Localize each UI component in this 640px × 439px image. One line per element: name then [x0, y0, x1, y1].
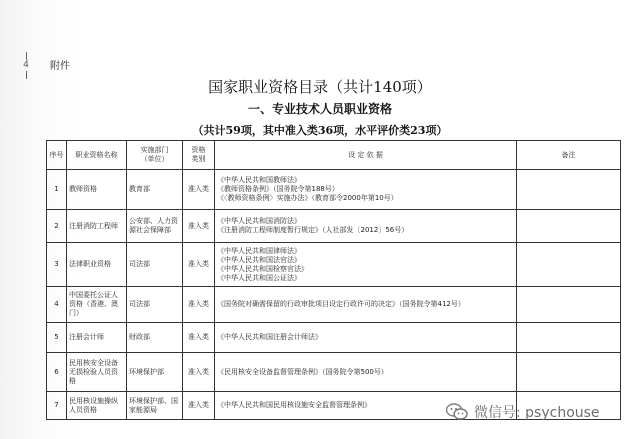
- cell-basis: [215, 243, 517, 287]
- cell-dept: 环境保护部: [127, 353, 183, 392]
- cell-remark: [517, 323, 621, 353]
- header-dept: 实施部门 （单位）: [127, 141, 183, 170]
- cell-remark: [517, 243, 621, 287]
- cell-name: 法律职业资格: [67, 243, 127, 287]
- cell-category: 准入类: [183, 210, 215, 243]
- table-row: [47, 243, 621, 287]
- cell-category: 准入类: [183, 170, 215, 210]
- cell-no: 5: [47, 323, 67, 353]
- basis-line: 《中华人民共和国法官法》: [217, 255, 301, 264]
- cell-no: 2: [47, 210, 67, 243]
- cell-name: 注册会计师: [67, 323, 127, 353]
- header-basis: 设 定 依 据: [215, 141, 517, 170]
- cell-dept: 教育部: [127, 170, 183, 210]
- qualification-table: [46, 140, 621, 420]
- section-subtitle: 一、专业技术人员职业资格: [247, 102, 392, 116]
- table-row: [47, 170, 621, 210]
- cell-remark: [517, 287, 621, 323]
- header-category: 资格 类别: [183, 141, 215, 170]
- cell-name: 注册消防工程师: [67, 210, 127, 243]
- cell-no: 6: [47, 353, 67, 392]
- basis-line: 《民用核安全设备监督管理条例》（国务院令第500号）: [217, 367, 388, 376]
- basis-line: 《中华人民共和国教师法》: [217, 176, 301, 184]
- cell-name: 民用核安全设备无损检验人员资格: [67, 353, 127, 392]
- cell-name: 教师资格: [67, 170, 127, 210]
- table-row: [47, 323, 621, 353]
- table-header-row: [47, 141, 621, 170]
- basis-line: 《中华人民共和国民用核设施安全监督管理条例》: [217, 401, 371, 409]
- cell-basis: [215, 323, 517, 353]
- basis-line: 《中华人民共和国消防法》: [217, 217, 301, 225]
- cell-dept: 公安部、人力资源社会保障部: [127, 210, 183, 243]
- basis-line: 《教师资格条例》（国务院令第188号）: [217, 185, 339, 193]
- watermark-text: 微信号: psychouse: [474, 405, 600, 421]
- cell-dept: 司法部: [127, 243, 183, 287]
- cell-no: 3: [47, 243, 67, 287]
- cell-category: 准入类: [183, 243, 215, 287]
- cell-remark: [517, 210, 621, 243]
- table-row: [47, 353, 621, 392]
- basis-line: 《国务院对确需保留的行政审批项目设定行政许可的决定》（国务院令第412号）: [217, 300, 465, 308]
- document-title: 国家职业资格目录（共计140项）: [208, 78, 432, 96]
- cell-dept: 环境保护部、国家能源局: [127, 392, 183, 420]
- attachment-label: 附件: [50, 61, 70, 72]
- cell-category: 准入类: [183, 323, 215, 353]
- cell-basis: [215, 170, 517, 210]
- wechat-watermark: [446, 402, 600, 422]
- table-row: [47, 287, 621, 323]
- basis-line: 《注册消防工程师制度暂行规定》（人社部发〔2012〕56号）: [217, 226, 409, 234]
- basis-line: 《〈教师资格条例〉实施办法》（教育部令2000年第10号）: [217, 194, 398, 202]
- cell-dept: 财政部: [127, 323, 183, 353]
- header-no: 序号: [47, 141, 67, 170]
- margin-page-number: 4: [23, 60, 29, 70]
- cell-name: 民用核设施操纵人员资格: [67, 392, 127, 420]
- basis-line: 《中华人民共和国注册会计师法》: [217, 333, 322, 341]
- cell-no: 7: [47, 392, 67, 420]
- cell-name: 中国委托公证人资格（香港、澳门）: [67, 287, 127, 323]
- wechat-icon: [446, 403, 468, 421]
- header-name: 职业资格名称: [67, 141, 127, 170]
- cell-basis: [215, 287, 517, 323]
- table-row: [47, 210, 621, 243]
- cell-category: 准入类: [183, 287, 215, 323]
- cell-basis: [215, 353, 517, 392]
- cell-no: 4: [47, 287, 67, 323]
- cell-remark: [517, 170, 621, 210]
- count-summary: （共计59项，其中准入类36项，水平评价类23项）: [192, 124, 448, 137]
- basis-line: 《中华人民共和国检察官法》: [217, 264, 308, 273]
- cell-no: 1: [47, 170, 67, 210]
- cell-basis: [215, 210, 517, 243]
- cell-remark: [517, 353, 621, 392]
- cell-category: 准入类: [183, 392, 215, 420]
- header-remark: 备注: [517, 141, 621, 170]
- cell-dept: 司法部: [127, 287, 183, 323]
- cell-category: 准入类: [183, 353, 215, 392]
- basis-line: 《中华人民共和国公证法》: [217, 273, 301, 282]
- basis-line: 《中华人民共和国律师法》: [217, 246, 301, 255]
